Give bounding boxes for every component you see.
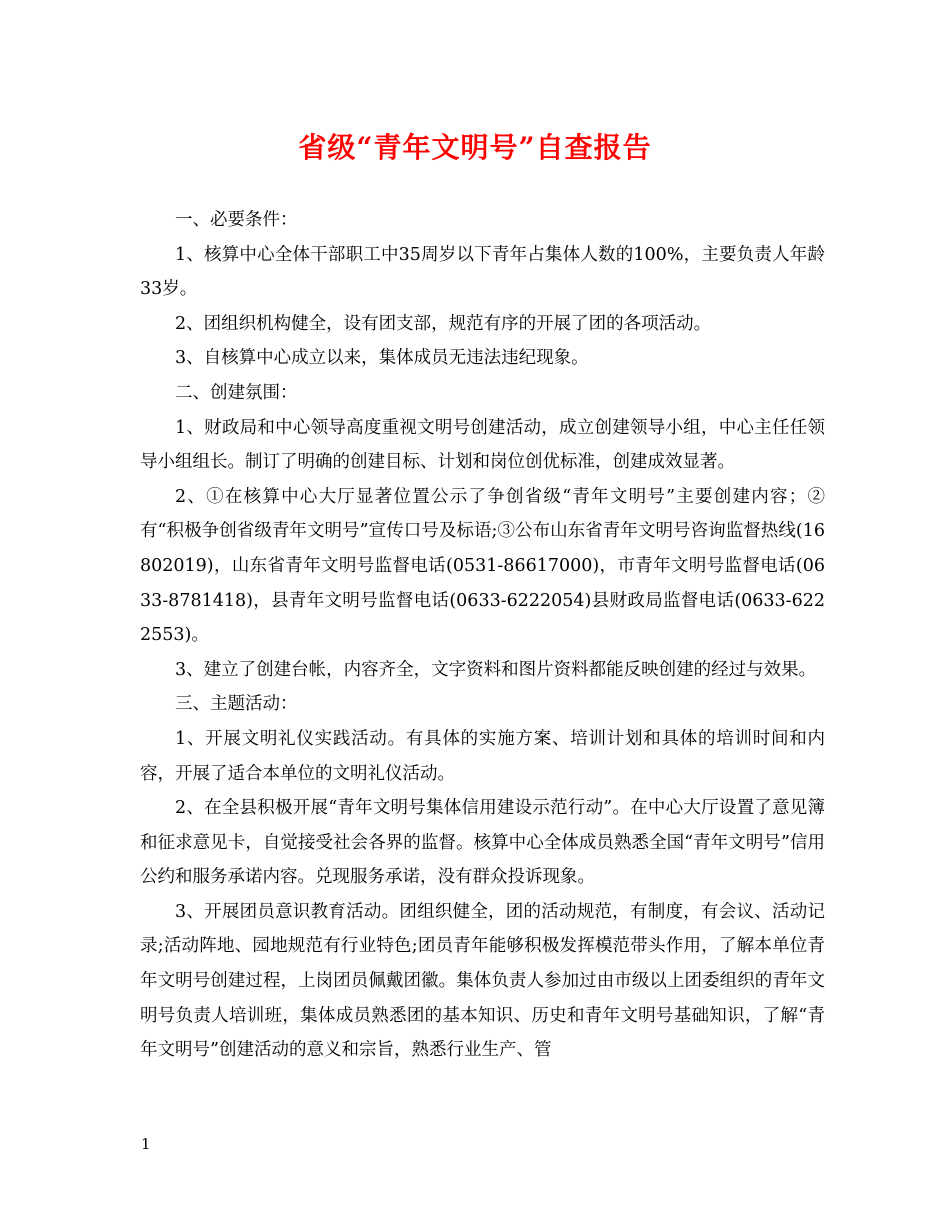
document-title: 省级“青年文明号”自查报告 xyxy=(298,131,652,164)
paragraph: 1、核算中心全体干部职工中35周岁以下青年占集体人数的100%，主要负责人年龄33岁。 xyxy=(140,244,825,300)
section-heading-requirements: 一、必要条件： xyxy=(175,210,298,230)
page-number: 1 xyxy=(141,1135,151,1153)
section-heading-atmosphere: 二、创建氛围： xyxy=(175,382,298,403)
paragraph: 3、建立了创建台帐，内容齐全，文字资料和图片资料都能反映创建的经过与效果。 xyxy=(175,659,817,680)
paragraph: 2、团组织机构健全，设有团支部，规范有序的开展了团的各项活动。 xyxy=(175,313,712,334)
paragraph: 2、在全县积极开展“青年文明号集体信用建设示范行动”。在中心大厅设置了意见簿和征求意见卡，自觉接受社会各界的监督。核算中心全体成员熟悉全国“青年文明号”信用公约和服务承诺内容。兑现服务承诺，没有群众投诉现象。 xyxy=(140,798,825,888)
section-heading-activities: 三、主题活动： xyxy=(175,694,298,715)
paragraph: 3、自核算中心成立以来，集体成员无违法违纪现象。 xyxy=(175,348,589,369)
paragraph: 1、财政局和中心领导高度重视文明号创建活动，成立创建领导小组，中心主任任领导小组组长。制订了明确的创建目标、计划和岗位创优标准，创建成效显著。 xyxy=(140,417,825,473)
paragraph: 3、开展团员意识教育活动。团组织健全，团的活动规范，有制度，有会议、活动记录;活动阵地、园地规范有行业特色;团员青年能够积极发挥模范带头作用，了解本单位青年文明号创建过程，上岗团员佩戴团徽。集体负责人参加过由市级以上团委组织的青年文明号负责人培训班，集体成员熟悉团的基本知识、历史和青年文明号基础知识，了解“青年文明号”创建活动的意义和宗旨，熟悉行业生产、管 xyxy=(140,901,825,1061)
paragraph: 2、①在核算中心大厅显著位置公示了争创省级“青年文明号”主要创建内容；②有“积极争创省级青年文明号”宣传口号及标语;③公布山东省青年文明号咨询监督热线(16802019)，山东省青年文明号监督电话(0531-86617000)，市青年文明号监督电话(0633-8781418)，县青年文明号监督电话(0633-6222054)县财政局监督电话(0633-6222553)。 xyxy=(140,486,825,646)
document-body xyxy=(140,203,825,1068)
paragraph: 1、开展文明礼仪实践活动。有具体的实施方案、培训计划和具体的培训时间和内容，开展了适合本单位的文明礼仪活动。 xyxy=(140,728,825,784)
